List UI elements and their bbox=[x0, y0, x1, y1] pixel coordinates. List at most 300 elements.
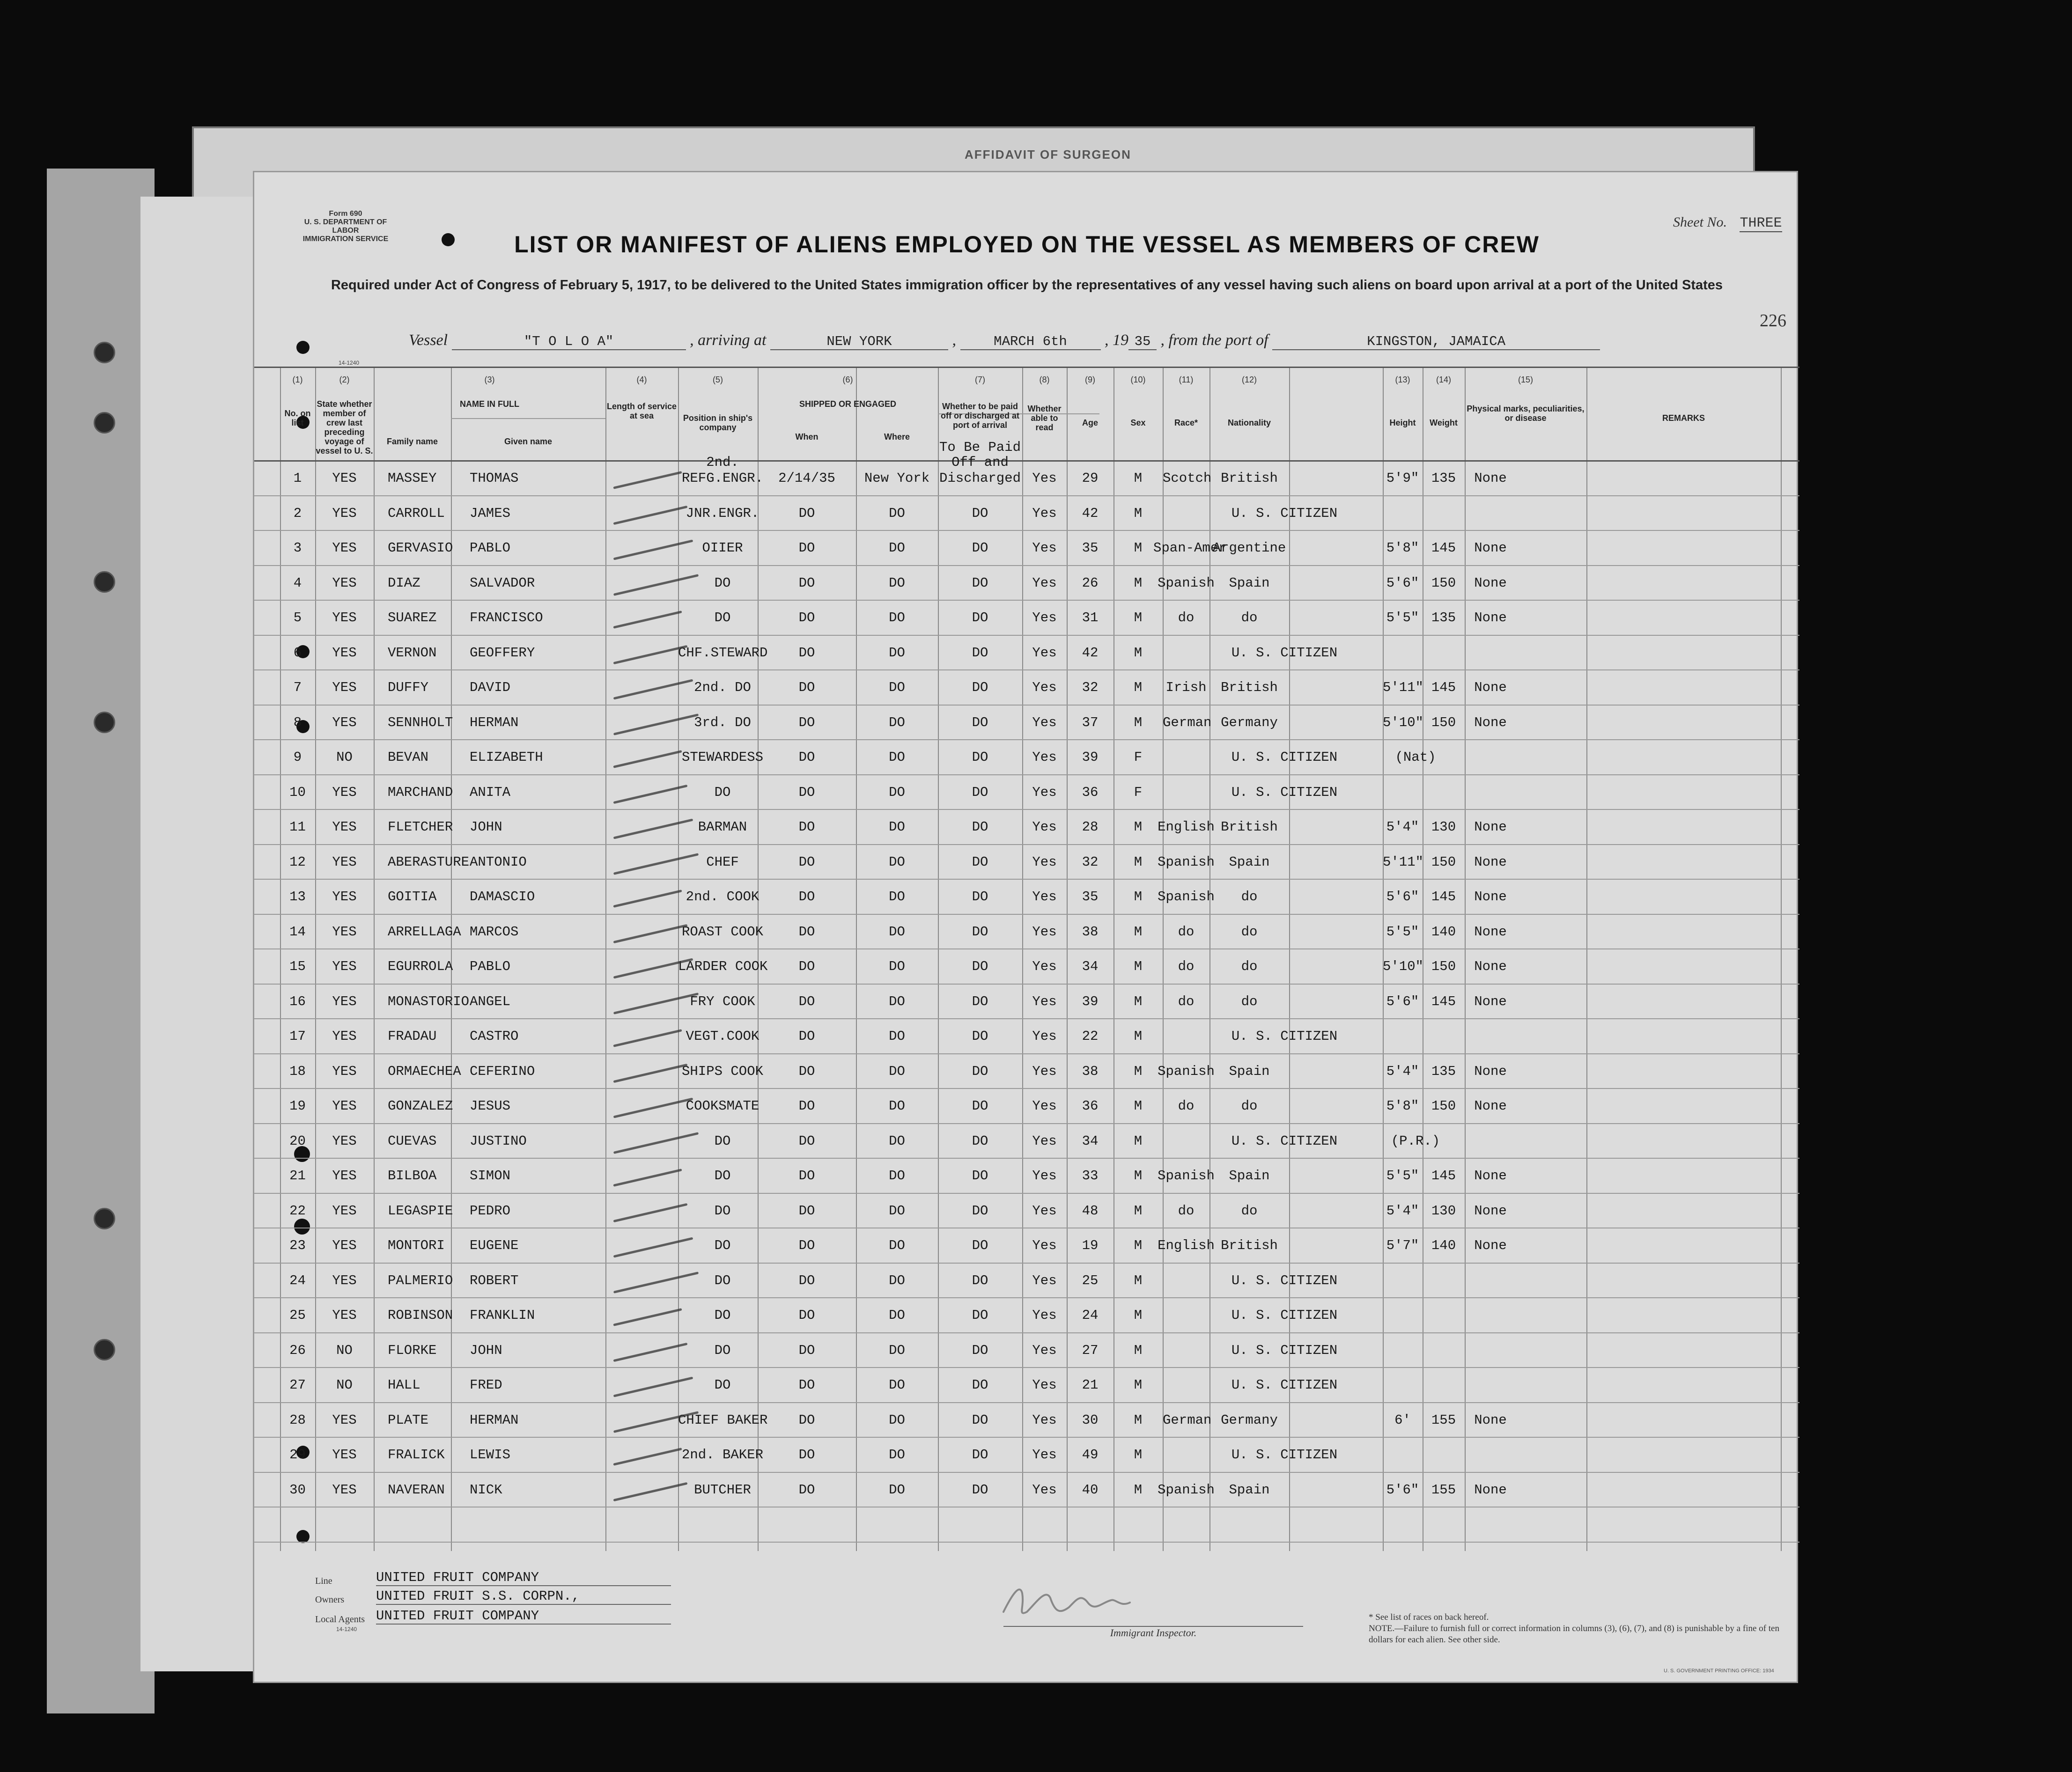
cell-family: VERNON bbox=[388, 645, 437, 661]
cell-position: DO bbox=[714, 1377, 731, 1393]
header-position: Position in ship's company bbox=[683, 413, 753, 432]
cell-age: 30 bbox=[1082, 1412, 1099, 1428]
cell-phys: None bbox=[1474, 1168, 1507, 1184]
cell-when: DO bbox=[798, 959, 815, 974]
cell-age: 34 bbox=[1082, 959, 1099, 974]
cell-position: CHEF bbox=[706, 854, 739, 870]
cell-age: 32 bbox=[1082, 854, 1099, 870]
cell-prev: YES bbox=[332, 1447, 357, 1463]
cell-no: 22 bbox=[289, 1203, 306, 1219]
cell-sex: M bbox=[1134, 1029, 1143, 1044]
cell-prev: YES bbox=[332, 610, 357, 625]
column-rule bbox=[1781, 367, 1782, 1551]
cell-position: DO bbox=[714, 1238, 731, 1253]
cell-paid: DO bbox=[972, 1272, 988, 1288]
column-number: (10) bbox=[1130, 375, 1146, 384]
cell-prev: YES bbox=[332, 1168, 357, 1184]
cell-race: German bbox=[1163, 1412, 1212, 1428]
cell-weight: 145 bbox=[1431, 1168, 1456, 1184]
inspector-signature bbox=[975, 1574, 1313, 1626]
column-number: (4) bbox=[636, 375, 647, 384]
cell-no: 8 bbox=[293, 714, 302, 730]
cell-nat: Spain bbox=[1229, 854, 1270, 870]
cell-family: GONZALEZ bbox=[388, 1098, 453, 1114]
cell-when: DO bbox=[798, 819, 815, 835]
cell-family: EGURROLA bbox=[388, 959, 453, 974]
cell-when: DO bbox=[798, 1412, 815, 1428]
row-rule bbox=[254, 774, 1799, 775]
cell-weight: 130 bbox=[1431, 819, 1456, 835]
cell-age: 39 bbox=[1082, 993, 1099, 1009]
cell-nat: British bbox=[1221, 819, 1278, 835]
cell-sex: M bbox=[1134, 1447, 1143, 1463]
cell-age: 33 bbox=[1082, 1168, 1099, 1184]
service-check-mark bbox=[613, 471, 682, 489]
cell-prev: NO bbox=[336, 1342, 353, 1358]
cell-prev: YES bbox=[332, 924, 357, 940]
cell-height: 5'10" bbox=[1383, 959, 1424, 974]
cell-where: DO bbox=[889, 784, 905, 800]
cell-when: DO bbox=[798, 1377, 815, 1393]
header-height: Height bbox=[1389, 418, 1416, 427]
cell-height: 5'4" bbox=[1386, 819, 1419, 835]
cell-age: 42 bbox=[1082, 645, 1099, 661]
cell-paid: DO bbox=[972, 993, 988, 1009]
cell-where: DO bbox=[889, 1029, 905, 1044]
cell-no: 6 bbox=[293, 645, 302, 661]
row-rule bbox=[254, 530, 1799, 531]
row-rule bbox=[254, 809, 1799, 810]
cell-no: 27 bbox=[289, 1377, 306, 1393]
cell-citizen: U. S. CITIZEN bbox=[1231, 1029, 1338, 1044]
service-check-mark bbox=[613, 645, 688, 664]
cell-when: DO bbox=[798, 1168, 815, 1184]
cell-family: CARROLL bbox=[388, 505, 445, 521]
cell-where: DO bbox=[889, 993, 905, 1009]
cell-sex: M bbox=[1134, 1063, 1143, 1079]
cell-sex: M bbox=[1134, 645, 1143, 661]
cell-when: DO bbox=[798, 1272, 815, 1288]
owners-value: UNITED FRUIT S.S. CORPN., bbox=[376, 1588, 671, 1605]
cell-given: ANTONIO bbox=[470, 854, 527, 870]
service-check-mark bbox=[613, 610, 682, 629]
cell-no: 11 bbox=[289, 819, 306, 835]
header-sex: Sex bbox=[1130, 418, 1146, 427]
sheet-number bbox=[1673, 214, 1782, 231]
cell-phys: None bbox=[1474, 993, 1507, 1009]
cell-sex: M bbox=[1134, 610, 1143, 625]
affidavit-heading: AFFIDAVIT OF SURGEON bbox=[965, 147, 1131, 162]
vessel-label: Vessel bbox=[409, 331, 448, 349]
header-rule bbox=[254, 460, 1799, 462]
cell-where: DO bbox=[889, 505, 905, 521]
cell-citizen: U. S. CITIZEN bbox=[1231, 1308, 1338, 1323]
cell-phys: None bbox=[1474, 959, 1507, 974]
column-number: (3) bbox=[484, 375, 495, 384]
service-check-mark bbox=[613, 924, 688, 943]
header-remarks: REMARKS bbox=[1662, 413, 1705, 423]
cell-family: PALMERIO bbox=[388, 1272, 453, 1288]
cell-sex: M bbox=[1134, 1342, 1143, 1358]
cell-race: English bbox=[1158, 819, 1215, 835]
header-member-prev-voyage: State whether member of crew last preceding voyage of vessel to U. S. bbox=[316, 399, 373, 456]
cell-race: German bbox=[1163, 714, 1212, 730]
cell-given: PABLO bbox=[470, 959, 511, 974]
cell-age: 39 bbox=[1082, 750, 1099, 765]
cell-when: DO bbox=[798, 889, 815, 904]
cell-race: do bbox=[1178, 924, 1195, 940]
cell-given: JESUS bbox=[470, 1098, 511, 1114]
cell-prev: YES bbox=[332, 889, 357, 904]
cell-age: 42 bbox=[1082, 505, 1099, 521]
cell-nat: Germany bbox=[1221, 1412, 1278, 1428]
cell-citizen: U. S. CITIZEN bbox=[1231, 645, 1338, 661]
cell-prev: YES bbox=[332, 1412, 357, 1428]
cell-age: 31 bbox=[1082, 610, 1099, 625]
row-rule bbox=[254, 1123, 1799, 1124]
cell-position: DO bbox=[714, 1203, 731, 1219]
cell-read: Yes bbox=[1032, 819, 1057, 835]
punch-hole-strip bbox=[94, 1208, 115, 1229]
cell-phys: None bbox=[1474, 680, 1507, 695]
cell-nat: do bbox=[1241, 889, 1258, 904]
cell-sex: M bbox=[1134, 889, 1143, 904]
cell-weight: 145 bbox=[1431, 889, 1456, 904]
cell-position: VEGT.COOK bbox=[686, 1029, 759, 1044]
cell-when: DO bbox=[798, 1447, 815, 1463]
cell-height: 6' bbox=[1394, 1412, 1411, 1428]
cell-given: GEOFFERY bbox=[470, 645, 535, 661]
cell-prev: YES bbox=[332, 854, 357, 870]
column-rule bbox=[1586, 367, 1587, 1551]
agents-value: UNITED FRUIT COMPANY bbox=[376, 1608, 671, 1625]
cell-nat: do bbox=[1241, 959, 1258, 974]
cell-given: JUSTINO bbox=[470, 1133, 527, 1149]
cell-paid: DO bbox=[972, 1029, 988, 1044]
cell-no: 4 bbox=[293, 575, 302, 591]
department-name: U. S. DEPARTMENT OF LABOR bbox=[304, 218, 387, 235]
cell-given: DAMASCIO bbox=[470, 889, 535, 904]
row-rule bbox=[254, 1053, 1799, 1054]
service-check-mark bbox=[613, 1308, 682, 1326]
cell-citizen: U. S. CITIZEN bbox=[1231, 784, 1338, 800]
cell-height: 5'6" bbox=[1386, 575, 1419, 591]
cell-no: 17 bbox=[289, 1029, 306, 1044]
cell-read: Yes bbox=[1032, 1098, 1057, 1114]
cell-family: MONTORI bbox=[388, 1238, 445, 1253]
cell-no: 1 bbox=[293, 471, 302, 486]
cell-phys: None bbox=[1474, 1238, 1507, 1253]
cell-no: 3 bbox=[293, 540, 302, 556]
cell-read: Yes bbox=[1032, 1133, 1057, 1149]
cell-paid: DO bbox=[972, 540, 988, 556]
column-number: (11) bbox=[1179, 375, 1194, 384]
cell-prev: YES bbox=[332, 1133, 357, 1149]
from-port-label: , from the port of bbox=[1160, 331, 1268, 349]
cell-weight: 155 bbox=[1431, 1482, 1456, 1498]
service-name: IMMIGRATION SERVICE bbox=[302, 235, 389, 243]
cell-nat: Spain bbox=[1229, 1482, 1270, 1498]
cell-given: FRED bbox=[470, 1377, 502, 1393]
cell-position: CHIEF BAKER bbox=[678, 1412, 768, 1428]
cell-read: Yes bbox=[1032, 1203, 1057, 1219]
cell-position: 2nd. BAKER bbox=[681, 1447, 764, 1463]
cell-phys: None bbox=[1474, 540, 1507, 556]
cell-no: 15 bbox=[289, 959, 306, 974]
cell-prev: YES bbox=[332, 784, 357, 800]
cell-height: 5'11" bbox=[1383, 854, 1424, 870]
service-check-mark bbox=[613, 1203, 688, 1222]
cell-age: 28 bbox=[1082, 819, 1099, 835]
cell-where: DO bbox=[889, 854, 905, 870]
cell-race: Spanish bbox=[1158, 1063, 1215, 1079]
cell-read: Yes bbox=[1032, 1377, 1057, 1393]
cell-height: (Nat) bbox=[1395, 750, 1436, 765]
cell-weight: 145 bbox=[1431, 680, 1456, 695]
year-suffix: 35 bbox=[1128, 334, 1157, 350]
cell-when: DO bbox=[798, 1238, 815, 1253]
service-check-mark bbox=[613, 505, 688, 524]
cell-age: 35 bbox=[1082, 540, 1099, 556]
cell-position: SHIPS COOK bbox=[681, 1063, 764, 1079]
cell-nat: British bbox=[1221, 471, 1278, 486]
cell-given: DAVID bbox=[470, 680, 511, 695]
row-rule bbox=[254, 495, 1799, 496]
row-rule bbox=[254, 984, 1799, 985]
cell-weight: 140 bbox=[1431, 1238, 1456, 1253]
background-paper-left bbox=[47, 169, 155, 1713]
service-check-mark bbox=[613, 1029, 682, 1047]
cell-no: 28 bbox=[289, 1412, 306, 1428]
row-rule bbox=[254, 1297, 1799, 1298]
cell-where: DO bbox=[889, 1203, 905, 1219]
cell-position: DO bbox=[714, 610, 731, 625]
agents-form-code: 14-1240 bbox=[336, 1626, 357, 1632]
cell-read: Yes bbox=[1032, 784, 1057, 800]
cell-race: do bbox=[1178, 1098, 1195, 1114]
column-number: (5) bbox=[713, 375, 723, 384]
cell-no: 9 bbox=[293, 750, 302, 765]
column-number: (14) bbox=[1436, 375, 1451, 384]
cell-age: 32 bbox=[1082, 680, 1099, 695]
cell-age: 36 bbox=[1082, 784, 1099, 800]
cell-prev: YES bbox=[332, 1029, 357, 1044]
punch-hole-strip bbox=[94, 412, 115, 434]
header-family-name: Family name bbox=[386, 437, 438, 446]
cell-read: Yes bbox=[1032, 1272, 1057, 1288]
row-rule bbox=[254, 1193, 1799, 1194]
cell-read: Yes bbox=[1032, 959, 1057, 974]
cell-sex: M bbox=[1134, 1308, 1143, 1323]
cell-paid: DO bbox=[972, 1447, 988, 1463]
cell-given: LEWIS bbox=[470, 1447, 511, 1463]
cell-height: 5'8" bbox=[1386, 540, 1419, 556]
row-rule bbox=[254, 1018, 1799, 1019]
cell-family: FRALICK bbox=[388, 1447, 445, 1463]
cell-read: Yes bbox=[1032, 1482, 1057, 1498]
cell-where: DO bbox=[889, 1168, 905, 1184]
form-code: 14-1240 bbox=[339, 360, 360, 366]
cell-weight: 150 bbox=[1431, 714, 1456, 730]
cell-no: 18 bbox=[289, 1063, 306, 1079]
arriving-port: NEW YORK bbox=[770, 334, 948, 350]
row-rule bbox=[254, 1402, 1799, 1403]
cell-weight: 130 bbox=[1431, 1203, 1456, 1219]
cell-race: Irish bbox=[1165, 680, 1207, 695]
cell-age: 36 bbox=[1082, 1098, 1099, 1114]
cell-paid: DO bbox=[972, 1063, 988, 1079]
cell-family: CUEVAS bbox=[388, 1133, 437, 1149]
cell-prev: YES bbox=[332, 714, 357, 730]
cell-height: 5'6" bbox=[1386, 993, 1419, 1009]
header-paid-off: Whether to be paid off or discharged at port of arrival bbox=[940, 402, 1020, 430]
cell-where: DO bbox=[889, 1272, 905, 1288]
cell-no: 20 bbox=[289, 1133, 306, 1149]
background-paper-strip bbox=[140, 197, 258, 1671]
cell-sex: M bbox=[1134, 959, 1143, 974]
cell-read: Yes bbox=[1032, 889, 1057, 904]
cell-sex: M bbox=[1134, 854, 1143, 870]
cell-family: ARRELLAGA bbox=[388, 924, 461, 940]
cell-age: 37 bbox=[1082, 714, 1099, 730]
cell-read: Yes bbox=[1032, 1447, 1057, 1463]
cell-sex: F bbox=[1134, 784, 1143, 800]
cell-prev: YES bbox=[332, 645, 357, 661]
column-number: (9) bbox=[1085, 375, 1095, 384]
cell-family: HALL bbox=[388, 1377, 420, 1393]
column-rule bbox=[374, 367, 375, 1551]
cell-where: DO bbox=[889, 959, 905, 974]
cell-read: Yes bbox=[1032, 471, 1057, 486]
cell-paid-note: To Be Paid bbox=[939, 440, 1021, 455]
cell-sex: M bbox=[1134, 505, 1143, 521]
cell-prev: YES bbox=[332, 1063, 357, 1079]
cell-family: BILBOA bbox=[388, 1168, 437, 1184]
year-prefix: 19 bbox=[1113, 331, 1128, 349]
header-rule bbox=[451, 418, 605, 419]
row-rule bbox=[254, 635, 1799, 636]
row-rule bbox=[254, 1367, 1799, 1368]
cell-position: 2nd. COOK bbox=[686, 889, 759, 904]
row-rule bbox=[254, 1542, 1799, 1543]
cell-no: 7 bbox=[293, 680, 302, 695]
cell-race: Scotch bbox=[1163, 471, 1212, 486]
punch-hole-strip bbox=[94, 342, 115, 363]
page-number: 226 bbox=[1760, 311, 1786, 331]
cell-prev: YES bbox=[332, 1272, 357, 1288]
service-check-mark bbox=[613, 890, 682, 908]
cell-nat: Spain bbox=[1229, 575, 1270, 591]
cell-sex: M bbox=[1134, 924, 1143, 940]
cell-no: 10 bbox=[289, 784, 306, 800]
header-age: Age bbox=[1082, 418, 1098, 427]
header-race: Race* bbox=[1174, 418, 1198, 427]
row-rule bbox=[254, 914, 1799, 915]
cell-paid: DO bbox=[972, 575, 988, 591]
service-check-mark bbox=[613, 784, 688, 803]
cell-height: 5'4" bbox=[1386, 1203, 1419, 1219]
cell-sex: M bbox=[1134, 1203, 1143, 1219]
cell-position: DO bbox=[714, 1168, 731, 1184]
arriving-label: , arriving at bbox=[690, 331, 767, 349]
cell-weight: 150 bbox=[1431, 959, 1456, 974]
cell-read: Yes bbox=[1032, 924, 1057, 940]
cell-paid: DO bbox=[972, 784, 988, 800]
cell-weight: 150 bbox=[1431, 575, 1456, 591]
cell-phys: None bbox=[1474, 610, 1507, 625]
cell-age: 38 bbox=[1082, 924, 1099, 940]
cell-nat: do bbox=[1241, 1098, 1258, 1114]
cell-when: DO bbox=[798, 680, 815, 695]
line-value: UNITED FRUIT COMPANY bbox=[376, 1570, 671, 1586]
cell-nat: Germany bbox=[1221, 714, 1278, 730]
cell-age: 29 bbox=[1082, 471, 1099, 486]
cell-paid: DO bbox=[972, 1168, 988, 1184]
row-rule bbox=[254, 1263, 1799, 1264]
cell-when: DO bbox=[798, 1098, 815, 1114]
cell-height: 5'7" bbox=[1386, 1238, 1419, 1253]
cell-when: DO bbox=[798, 750, 815, 765]
cell-citizen: U. S. CITIZEN bbox=[1231, 1447, 1338, 1463]
cell-when: DO bbox=[798, 1308, 815, 1323]
cell-where: DO bbox=[889, 1063, 905, 1079]
cell-when: DO bbox=[798, 1342, 815, 1358]
inspector-label: Immigrant Inspector. bbox=[1003, 1626, 1303, 1639]
cell-read: Yes bbox=[1032, 714, 1057, 730]
cell-prev: YES bbox=[332, 540, 357, 556]
cell-phys: None bbox=[1474, 1063, 1507, 1079]
cell-family: GERVASIO bbox=[388, 540, 453, 556]
cell-given: JAMES bbox=[470, 505, 511, 521]
cell-family: SENNHOLT bbox=[388, 714, 453, 730]
cell-sex: M bbox=[1134, 575, 1143, 591]
header-when: When bbox=[795, 432, 818, 441]
cell-no: 23 bbox=[289, 1238, 306, 1253]
cell-citizen: U. S. CITIZEN bbox=[1231, 750, 1338, 765]
service-check-mark bbox=[613, 1448, 682, 1466]
cell-read: Yes bbox=[1032, 993, 1057, 1009]
column-number: (8) bbox=[1039, 375, 1050, 384]
cell-sex: M bbox=[1134, 993, 1143, 1009]
service-check-mark bbox=[613, 1063, 688, 1082]
cell-phys: None bbox=[1474, 1203, 1507, 1219]
cell-family: ABERASTURE bbox=[388, 854, 470, 870]
cell-position: DO bbox=[714, 1308, 731, 1323]
cell-family: MONASTORIO bbox=[388, 993, 470, 1009]
cell-prev: YES bbox=[332, 819, 357, 835]
cell-family: MARCHAND bbox=[388, 784, 453, 800]
manifest-sheet bbox=[253, 171, 1798, 1683]
cell-age: 22 bbox=[1082, 1029, 1099, 1044]
column-number: (1) bbox=[292, 375, 303, 384]
cell-read: Yes bbox=[1032, 645, 1057, 661]
punch-hole-strip bbox=[94, 571, 115, 593]
cell-phys: None bbox=[1474, 471, 1507, 486]
cell-citizen: U. S. CITIZEN bbox=[1231, 505, 1338, 521]
cell-prev: YES bbox=[332, 471, 357, 486]
header-given-name: Given name bbox=[504, 437, 553, 446]
header-rule bbox=[254, 367, 1799, 368]
cell-prev: YES bbox=[332, 1308, 357, 1323]
cell-race: Span-Amer bbox=[1153, 540, 1227, 556]
cell-family: LEGASPIE bbox=[388, 1203, 453, 1219]
form-number: Form 690 bbox=[329, 210, 362, 218]
cell-sex: M bbox=[1134, 540, 1143, 556]
cell-weight: 140 bbox=[1431, 924, 1456, 940]
cell-sex: M bbox=[1134, 714, 1143, 730]
cell-where: DO bbox=[889, 1377, 905, 1393]
cell-given: HERMAN bbox=[470, 714, 519, 730]
